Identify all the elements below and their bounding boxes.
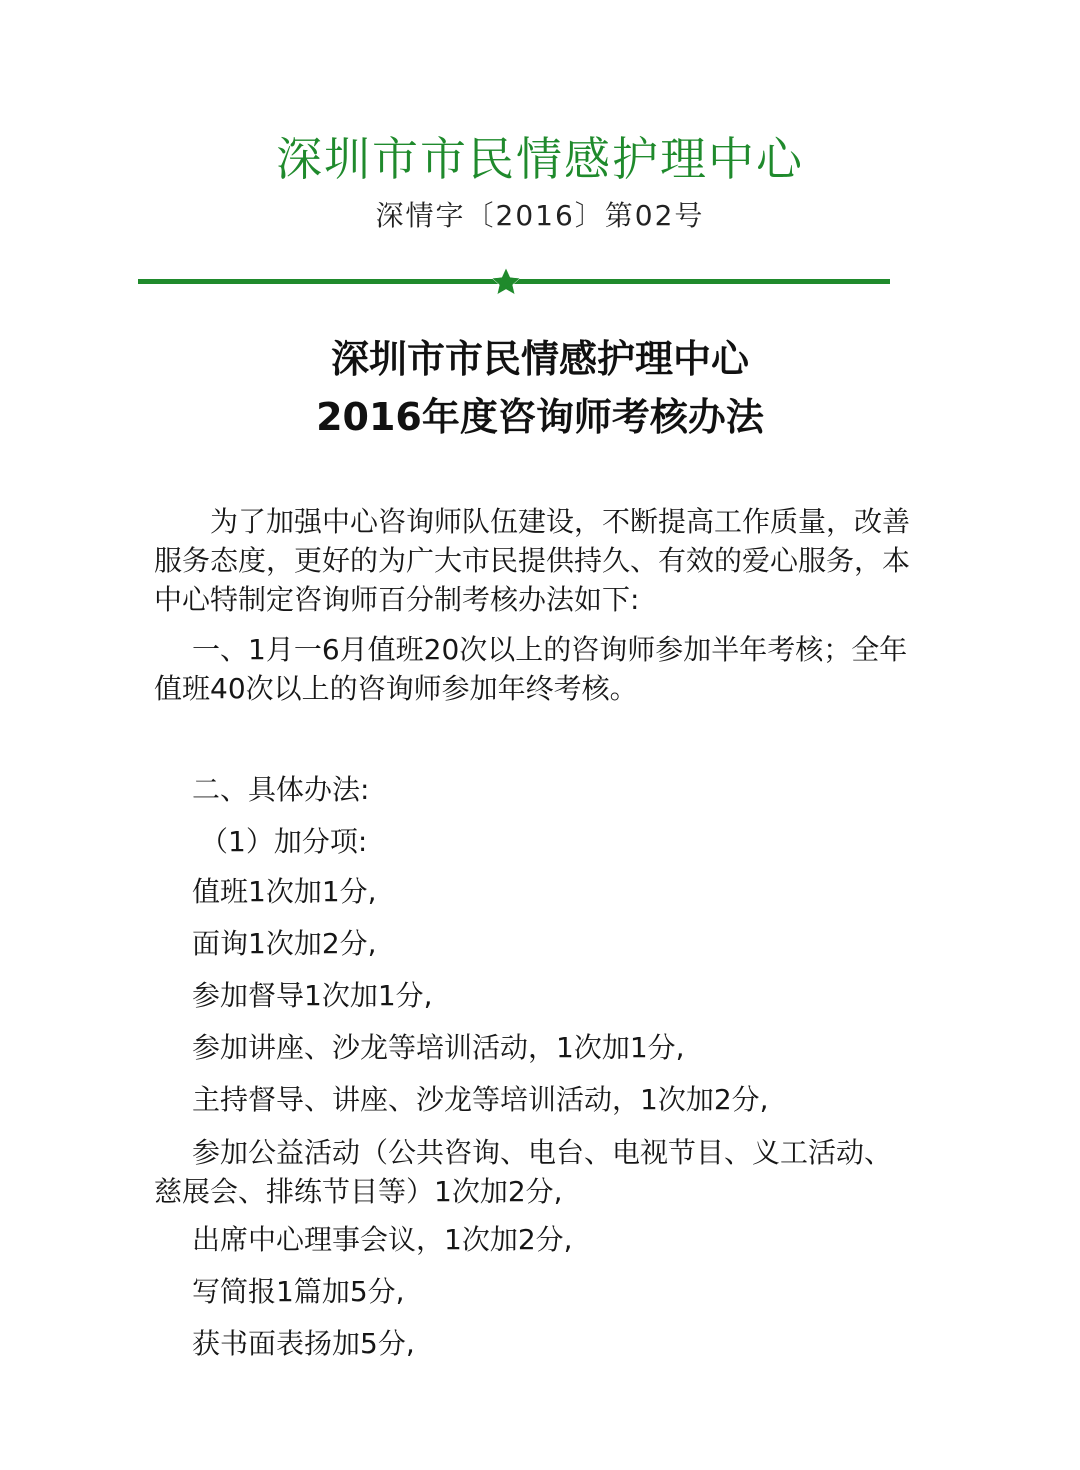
document-number: 深情字〔2016〕第02号 — [375, 199, 705, 232]
document-title-line1: 深圳市市民情感护理中心 — [330, 337, 749, 381]
section-1-paragraph: 一、1月一6月值班20次以上的咨询师参加半年考核；全年值班40次以上的咨询师参加年终考核。 — [154, 633, 908, 705]
list-item: 面询1次加2分, — [192, 927, 377, 960]
intro-paragraph: 为了加强中心咨询师队伍建设，不断提高工作质量，改善服务态度，更好的为广大市民提供持久、有效的爱心服务，本中心特制定咨询师百分制考核办法如下: — [154, 505, 911, 616]
list-item: 值班1次加1分, — [192, 875, 377, 908]
list-item: 主持督导、讲座、沙龙等培训活动，1次加2分, — [192, 1083, 769, 1116]
list-item: 写简报1篇加5分, — [192, 1275, 405, 1308]
list-item: 出席中心理事会议，1次加2分, — [192, 1223, 573, 1256]
star-icon — [492, 268, 520, 294]
section-2-heading: 二、具体办法: — [192, 773, 370, 806]
document-title-line2: 2016年度咨询师考核办法 — [316, 395, 764, 439]
list-item: 参加督导1次加1分, — [192, 979, 433, 1012]
subsection-1-heading: （1）加分项: — [200, 825, 368, 858]
org-name-header: 深圳市市民情感护理中心 — [276, 132, 804, 186]
header-divider — [138, 266, 890, 296]
list-item: 参加讲座、沙龙等培训活动，1次加1分, — [192, 1031, 685, 1064]
list-item: 参加公益活动（公共咨询、电台、电视节目、义工活动、慈展会、排练节目等）1次加2分, — [154, 1136, 893, 1208]
list-item: 获书面表扬加5分, — [192, 1327, 415, 1360]
